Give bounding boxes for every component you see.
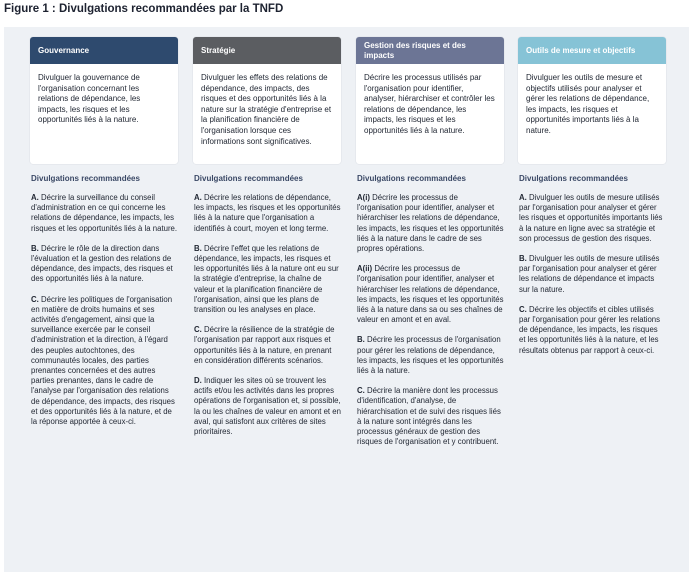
disclosure-item <box>519 254 666 295</box>
pillar-description: Divulguer la gouvernance de l'organisation concernant les relations de dépendance, les impacts, les risques et les opportunités liés à la nature. <box>38 73 141 125</box>
pillar-description: Divulguer les effets des relations de dépendance, des impacts, des risques et des opportunités liés à la nature sur la stratégie d'entreprise et la planification financière de l'organisation lorsque ces informations sont significatives. <box>201 73 332 146</box>
pillar-header: Outils de mesure et objectifs <box>518 37 666 64</box>
pillar-card <box>356 37 504 164</box>
disclosure-text: Décrire la résilience de la stratégie de l'organisation par rapport aux risques et opportunités liés à la nature, en prenant en considération différents scénarios. <box>194 325 335 365</box>
disclosure-label: B. <box>194 243 202 253</box>
disclosure-label: B. <box>31 243 39 253</box>
disclosure-item <box>194 193 341 234</box>
disclosure-label: C. <box>194 325 202 335</box>
disclosure-text: Décrire les relations de dépendance, les impacts, les risques et les opportunités liés à la nature que l'organisation a identifiés à court, moyen et long terme. <box>194 193 341 233</box>
disclosures-title: Divulgations recommandées <box>194 174 303 183</box>
disclosure-item <box>357 386 504 447</box>
disclosure-label: B. <box>519 254 527 264</box>
pillar-header: Stratégie <box>193 37 341 64</box>
disclosure-item <box>357 335 504 376</box>
disclosure-text: Indiquer les sites où se trouvent les actifs et/ou les activités dans les propres opérations de l'organisation et, si possible, la ou les chaînes de valeur en amont et en aval, qui satisfont aux critères de sites prioritaires. <box>194 376 341 437</box>
pillar-card <box>193 37 341 164</box>
column-governance <box>30 37 178 437</box>
pillar-header: Gestion des risques et des impacts <box>356 37 504 64</box>
disclosure-item <box>519 305 666 356</box>
disclosure-item <box>194 244 341 315</box>
column-risk-management <box>356 37 504 457</box>
disclosures-title: Divulgations recommandées <box>357 174 466 183</box>
disclosure-item <box>31 193 178 234</box>
disclosure-text: Décrire la manière dont les processus d'identification, d'analyse, de hiérarchisation et de suivi des risques liés à la nature sont intégrés dans les processus généraux de gestion des risques de l'organisation et y contribuent. <box>357 386 501 447</box>
column-metrics-targets <box>518 37 666 366</box>
disclosure-text: Décrire les processus de l'organisation pour gérer les relations de dépendance, les impacts, les risques et les opportunités liés à la nature. <box>357 335 504 376</box>
disclosure-label: A. <box>519 193 527 202</box>
pillar-card <box>30 37 178 164</box>
disclosure-label: C. <box>519 304 527 314</box>
figure-title: Figure 1 : Divulgations recommandées par la TNFD <box>4 3 284 15</box>
disclosures-title: Divulgations recommandées <box>519 174 628 183</box>
column-strategy <box>193 37 341 447</box>
disclosure-item <box>357 264 504 325</box>
pillar-description: Divulguer les outils de mesure et objectifs utilisés pour analyser et gérer les relations de dépendance, les impacts, les risques et opportunités importants liés à la nature. <box>526 73 650 135</box>
disclosure-item <box>31 244 178 285</box>
pillar-description: Décrire les processus utilisés par l'organisation pour identifier, analyser, hiérarchiser et contrôler les relations de dépendance, les impacts, les risques et les opportunités liés à la nature. <box>364 73 495 135</box>
disclosure-label: A(i) <box>357 193 370 202</box>
disclosure-text: Divulguer les outils de mesure utilisés par l'organisation pour analyser et gérer les risques et opportunités importants liés à la nature en ligne avec sa stratégie et son processus de gestion des risques. <box>519 193 663 243</box>
disclosure-label: C. <box>31 294 39 304</box>
disclosure-label: A. <box>194 193 202 202</box>
disclosure-text: Décrire les objectifs et cibles utilisés par l'organisation pour gérer les relations de dépendance, les impacts, les risques et les opportunités liés à la nature, et les résultats obtenus par rapport à ceux-ci. <box>519 304 661 355</box>
disclosure-item <box>194 376 341 437</box>
disclosure-item <box>519 193 666 244</box>
pillar-header: Gouvernance <box>30 37 178 64</box>
disclosure-item <box>31 295 178 428</box>
disclosure-text: Décrire les politiques de l'organisation en matière de droits humains et ses activités d'engagement, ainsi que la surveillance exercée par le conseil d'administration et la direction, à l'égard des peuples autochtones, des communautés locales, des parties prenantes concernées et des autres parties prenantes, dans le cadre de l'analyse par l'organisation des relations de dépendance, des impacts, des risques et des opportunités liés à la nature, et de la réponse apportée à ceux-ci. <box>31 294 175 427</box>
disclosure-text: Décrire les processus de l'organisation pour identifier, analyser et hiérarchiser les relations de dépendance, les impacts, les risques et les opportunités liés à la nature dans sa ou ses chaînes de valeur en amont et en aval. <box>357 264 504 325</box>
pillar-card <box>518 37 666 164</box>
disclosure-text: Décrire les processus de l'organisation pour identifier, analyser et hiérarchiser les relations de dépendance, les impacts, les risques et les opportunités liés à la nature dans le cadre de ses propres opérations. <box>357 193 504 254</box>
disclosure-text: Décrire l'effet que les relations de dépendance, les impacts, les risques et les opportunités liés à la nature ont eu sur la stratégie d'entreprise, la chaîne de valeur et la planification financière de l'organisation, ainsi que les plans de transition ou les analyses en place. <box>194 243 339 315</box>
disclosures-title: Divulgations recommandées <box>31 174 140 183</box>
disclosure-label: A(ii) <box>357 264 373 274</box>
disclosure-text: Décrire la surveillance du conseil d'administration en ce qui concerne les relations de dépendance, les impacts, les risques et les opportunités liés à la nature. <box>31 193 178 233</box>
disclosure-text: Divulguer les outils de mesure utilisés par l'organisation pour analyser et gérer les relations de dépendance et impacts sur la nature. <box>519 254 660 294</box>
disclosure-label: C. <box>357 386 365 396</box>
disclosure-label: D. <box>194 376 202 386</box>
disclosure-label: B. <box>357 335 365 345</box>
disclosure-text: Décrire le rôle de la direction dans l'évaluation et la gestion des relations de dépendance, des impacts, des risques et des opportunités liés à la nature. <box>31 243 173 284</box>
disclosure-item <box>194 325 341 366</box>
disclosure-item <box>357 193 504 254</box>
disclosure-label: A. <box>31 193 39 202</box>
